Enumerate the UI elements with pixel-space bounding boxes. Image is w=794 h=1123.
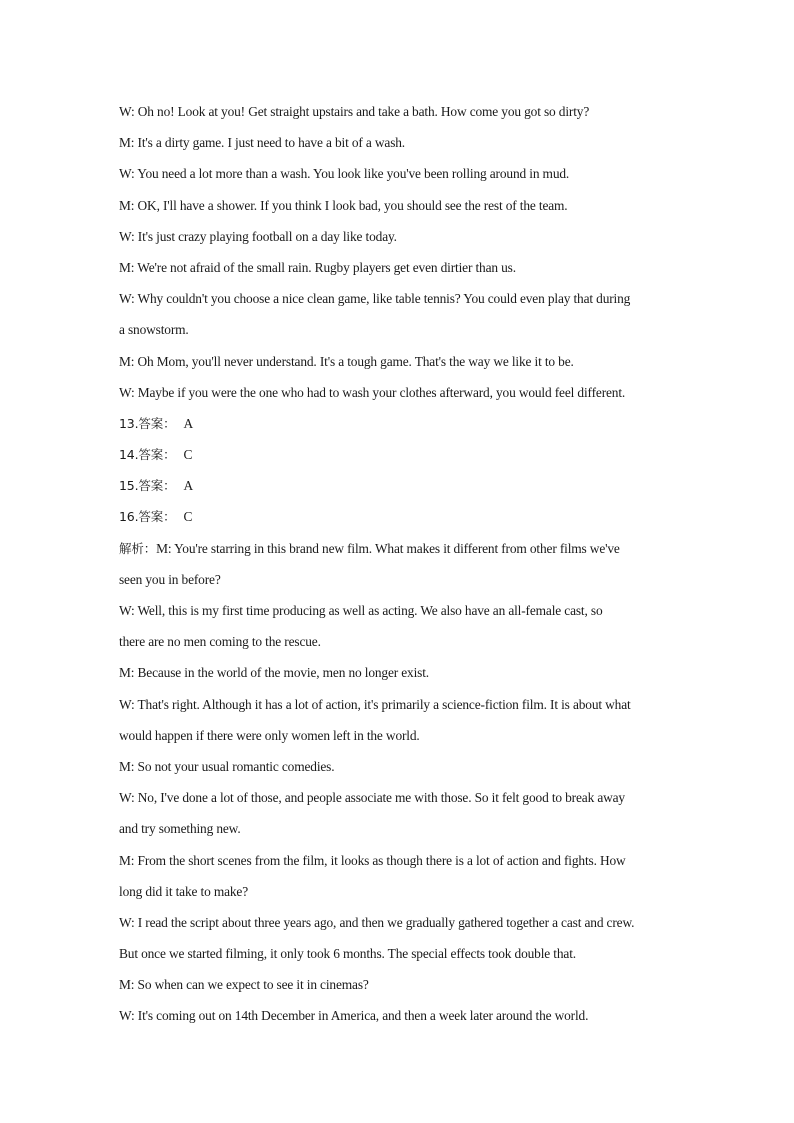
dialogue-line: M: Because in the world of the movie, men no longer exist. [119,665,430,681]
dialogue-line: M: Oh Mom, you'll never understand. It's a tough game. That's the way we like it to be. [119,353,574,369]
dialogue-line: W: Maybe if you were the one who had to wash your clothes afterward, you would feel different. [119,384,626,400]
answer-value: A [183,478,194,494]
dialogue-line: M: It's a dirty game. I just need to have a bit of a wash. [119,135,405,151]
dialogue-line: W: It's coming out on 14th December in America, and then a week later around the world. [119,1008,589,1024]
dialogue-line: a snowstorm. [119,322,189,338]
dialogue-line: M: From the short scenes from the film, it looks as though there is a lot of action and fights. How [119,852,626,868]
dialogue-line: M: OK, I'll have a shower. If you think I look bad, you should see the rest of the team. [119,197,568,213]
analysis-first-line: M: You're starring in this brand new film. What makes it different from other films we've [156,540,620,556]
dialogue-line: W: It's just crazy playing football on a day like today. [119,228,397,244]
answer-label: 14.答案： [119,447,176,463]
answer-label: 13.答案： [119,415,176,431]
answer-row [119,443,689,474]
answer-value: A [183,415,194,431]
answer-label: 15.答案： [119,478,176,494]
dialogue-line: and try something new. [119,821,241,837]
dialogue-line: W: I read the script about three years ago, and then we gradually gathered together a cast and crew. [119,914,635,930]
dialogue-line: W: Well, this is my first time producing as well as acting. We also have an all-female cast, so [119,603,603,618]
answer-row [119,505,689,536]
dialogue-line: W: Oh no! Look at you! Get straight upstairs and take a bath. How come you got so dirty? [119,104,590,119]
answer-label: 16.答案： [119,509,176,525]
dialogue-line: W: You need a lot more than a wash. You look like you've been rolling around in mud. [119,166,570,182]
dialogue-line: would happen if there were only women left in the world. [119,727,420,743]
dialogue-line: M: So not your usual romantic comedies. [119,758,335,774]
dialogue-line: M: We're not afraid of the small rain. Rugby players get even dirtier than us. [119,259,516,275]
answer-value: C [183,447,193,463]
analysis-label: 解析： [119,540,157,556]
dialogue-line: there are no men coming to the rescue. [119,634,321,650]
analysis-row [119,537,689,568]
dialogue-line: W: Why couldn't you choose a nice clean game, like table tennis? You could even play that during [119,291,631,307]
dialogue-line: seen you in before? [119,571,221,587]
dialogue-line: W: That's right. Although it has a lot of action, it's primarily a science-fiction film. It is about what [119,696,631,712]
answer-row [119,474,689,505]
answer-value: C [183,509,193,525]
dialogue-line: But once we started filming, it only took 6 months. The special effects took double that. [119,946,576,962]
dialogue-line: long did it take to make? [119,883,249,899]
document-content [119,100,689,1036]
answer-row [119,412,689,443]
dialogue-line: M: So when can we expect to see it in cinemas? [119,977,369,993]
dialogue-line: W: No, I've done a lot of those, and people associate me with those. So it felt good to break away [119,790,625,806]
